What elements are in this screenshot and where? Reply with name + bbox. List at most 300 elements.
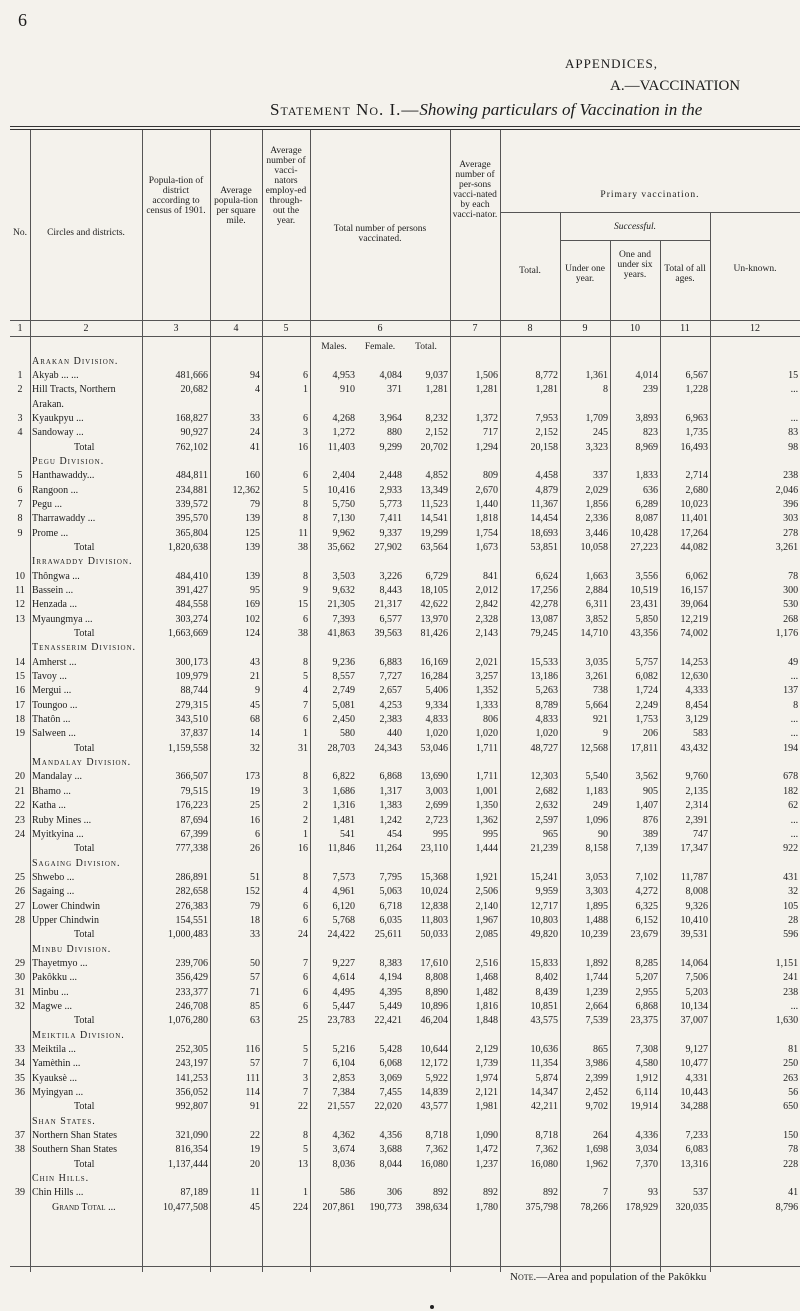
cell-c11: 6,083 bbox=[685, 1144, 708, 1156]
cell-c10: 4,272 bbox=[635, 886, 658, 898]
cell-t: 4,833 bbox=[425, 714, 448, 726]
page-title: A.—VACCINATION bbox=[610, 78, 741, 94]
header-rule bbox=[10, 336, 800, 337]
column-number: 11 bbox=[680, 323, 690, 334]
division-heading-row bbox=[10, 641, 800, 655]
cell-c12: 241 bbox=[783, 972, 799, 984]
cell-m: 7,393 bbox=[332, 613, 355, 625]
row-number bbox=[10, 541, 30, 555]
cell-c7 bbox=[450, 397, 500, 411]
cell-c3: 233,377 bbox=[175, 986, 208, 998]
table-row bbox=[10, 426, 800, 440]
cell-f: 3,069 bbox=[379, 1072, 402, 1084]
cell-m: 4,268 bbox=[332, 412, 355, 424]
cell-c10: 2,955 bbox=[635, 986, 658, 998]
table-row bbox=[10, 871, 800, 885]
cell-c5: 11 bbox=[298, 527, 308, 539]
cell-c5: 8 bbox=[303, 771, 308, 783]
cell-f: 8,443 bbox=[379, 585, 402, 597]
row-number bbox=[10, 627, 30, 641]
cell-c5: 15 bbox=[298, 599, 308, 611]
cell-c9: 9 bbox=[603, 728, 608, 740]
cell-c9: 7 bbox=[603, 1187, 608, 1199]
cell-c5: 1 bbox=[303, 828, 308, 840]
cell-c10: 6,152 bbox=[635, 914, 658, 926]
cell-c11: 320,035 bbox=[675, 1201, 708, 1213]
cell-c9: 7,539 bbox=[585, 1015, 608, 1027]
row-number: 31 bbox=[15, 986, 25, 998]
division-heading-row bbox=[10, 455, 800, 469]
district-name: Arakan. bbox=[32, 398, 64, 410]
cell-c5: 2 bbox=[303, 800, 308, 812]
cell-c8: 13,087 bbox=[530, 613, 558, 625]
cell-c8: 42,211 bbox=[530, 1101, 558, 1113]
cell-c12: 650 bbox=[783, 1101, 799, 1113]
header-population: Popula-tion of district according to census of 1901. bbox=[146, 176, 206, 216]
cell-m bbox=[310, 397, 357, 411]
row-number: 5 bbox=[17, 470, 23, 482]
district-name: Hanthawaddy... bbox=[32, 470, 95, 482]
row-number: 32 bbox=[15, 1000, 25, 1012]
district-name: Amherst ... bbox=[32, 656, 77, 668]
cell-c10 bbox=[610, 397, 660, 411]
cell-c12: 28 bbox=[788, 914, 799, 926]
cell-c3: 481,666 bbox=[175, 369, 208, 381]
table-row bbox=[10, 1000, 800, 1014]
bottom-rule bbox=[10, 1266, 800, 1267]
footnote-label: Note. bbox=[510, 1271, 537, 1283]
cell-c4: 12,362 bbox=[232, 484, 260, 496]
cell-c7: 1,440 bbox=[475, 498, 498, 510]
cell-c3: 87,694 bbox=[180, 814, 208, 826]
cell-c5: 8 bbox=[303, 498, 308, 510]
district-name: Akyab ... ... bbox=[32, 369, 79, 381]
cell-c11: 9,127 bbox=[685, 1044, 708, 1056]
row-number: 18 bbox=[15, 714, 25, 726]
cell-m: 6,104 bbox=[332, 1058, 355, 1070]
cell-f: 2,657 bbox=[379, 685, 402, 697]
row-number: 28 bbox=[15, 914, 25, 926]
district-name: Thôngwa ... bbox=[32, 570, 80, 582]
cell-c5: 24 bbox=[298, 929, 308, 941]
table-row bbox=[10, 1129, 800, 1143]
cell-c9: 3,852 bbox=[585, 613, 608, 625]
district-name: Pegu ... bbox=[32, 498, 62, 510]
cell-f: 4,194 bbox=[379, 972, 402, 984]
cell-c10: 7,308 bbox=[635, 1044, 658, 1056]
cell-f: 4,356 bbox=[379, 1130, 402, 1142]
cell-c5: 7 bbox=[303, 699, 308, 711]
cell-c11: 39,531 bbox=[680, 929, 708, 941]
cell-t: 9,334 bbox=[425, 699, 448, 711]
row-number: 4 bbox=[17, 427, 23, 439]
cell-f: 22,020 bbox=[374, 1101, 402, 1113]
cell-f: 2,448 bbox=[379, 470, 402, 482]
cell-c11: 6,567 bbox=[685, 369, 708, 381]
cell-m: 4,961 bbox=[332, 886, 355, 898]
cell-c5: 6 bbox=[303, 986, 308, 998]
row-number: 39 bbox=[15, 1187, 25, 1199]
table-row bbox=[10, 1057, 800, 1071]
cell-t: 18,105 bbox=[420, 585, 448, 597]
cell-c5: 25 bbox=[298, 1015, 308, 1027]
cell-c4: 19 bbox=[250, 1144, 260, 1156]
cell-c11: 34,288 bbox=[680, 1101, 708, 1113]
district-name: Katha ... bbox=[32, 800, 66, 812]
cell-c4: 57 bbox=[250, 972, 260, 984]
cell-c10: 6,289 bbox=[635, 498, 658, 510]
cell-c9: 3,303 bbox=[585, 886, 608, 898]
cell-c5: 31 bbox=[298, 742, 308, 754]
cell-c7: 1,372 bbox=[475, 412, 498, 424]
cell-t: 13,690 bbox=[420, 771, 448, 783]
cell-c8: 53,851 bbox=[530, 541, 558, 553]
division-heading: Meiktila Division. bbox=[32, 1029, 125, 1041]
cell-m: 24,422 bbox=[327, 929, 355, 941]
cell-c9: 245 bbox=[593, 427, 608, 439]
cell-c8: 43,575 bbox=[530, 1015, 558, 1027]
header-primary: Primary vaccination. bbox=[600, 190, 700, 200]
header-males: Males. bbox=[321, 342, 347, 352]
district-name: Chin Hills ... bbox=[32, 1187, 84, 1199]
cell-c12: 263 bbox=[783, 1072, 799, 1084]
row-number bbox=[10, 842, 30, 856]
total-label: Total bbox=[74, 541, 95, 553]
division-heading-row bbox=[10, 1115, 800, 1129]
cell-c10: 1,724 bbox=[635, 685, 658, 697]
cell-c11: 44,082 bbox=[680, 541, 708, 553]
district-name: Henzada ... bbox=[32, 599, 77, 611]
cell-m: 586 bbox=[340, 1187, 355, 1199]
cell-c8: 10,851 bbox=[530, 1000, 558, 1012]
cell-c4 bbox=[210, 397, 262, 411]
cell-c7: 2,021 bbox=[475, 656, 498, 668]
cell-c12: 150 bbox=[783, 1130, 799, 1142]
cell-c10: 6,114 bbox=[635, 1087, 658, 1099]
cell-c11: 12,630 bbox=[680, 671, 708, 683]
cell-c12: 228 bbox=[783, 1158, 799, 1170]
header-circles: Circles and districts. bbox=[47, 228, 125, 238]
cell-f: 7,455 bbox=[379, 1087, 402, 1099]
cell-c3: 37,837 bbox=[180, 728, 208, 740]
table-row bbox=[10, 526, 800, 540]
cell-f: 25,611 bbox=[374, 929, 402, 941]
cell-t: 5,406 bbox=[425, 685, 448, 697]
cell-c4: 139 bbox=[245, 513, 260, 525]
total-row bbox=[10, 742, 800, 756]
cell-c12: 238 bbox=[783, 470, 799, 482]
page-mark bbox=[430, 1305, 434, 1309]
cell-c8: 16,080 bbox=[530, 1158, 558, 1170]
cell-c7: 2,516 bbox=[475, 957, 498, 969]
cell-c3: 484,410 bbox=[175, 570, 208, 582]
cell-c12: 32 bbox=[788, 886, 799, 898]
cell-m: 9,227 bbox=[332, 957, 355, 969]
cell-c9: 1,239 bbox=[585, 986, 608, 998]
district-name: Prome ... bbox=[32, 527, 69, 539]
cell-c12 bbox=[710, 397, 800, 411]
total-label: Total bbox=[74, 1101, 95, 1113]
cell-t: 11,523 bbox=[420, 498, 448, 510]
total-label: Total bbox=[74, 742, 95, 754]
cell-t: 16,169 bbox=[420, 656, 448, 668]
cell-c5: 22 bbox=[298, 1101, 308, 1113]
cell-c10: 1,833 bbox=[635, 470, 658, 482]
cell-c3: 243,197 bbox=[175, 1058, 208, 1070]
cell-c7: 3,257 bbox=[475, 671, 498, 683]
cell-m: 3,503 bbox=[332, 570, 355, 582]
cell-c10: 636 bbox=[643, 484, 658, 496]
cell-c4: 111 bbox=[245, 1072, 260, 1084]
cell-c8: 5,263 bbox=[535, 685, 558, 697]
cell-t: 42,622 bbox=[420, 599, 448, 611]
cell-t: 4,852 bbox=[425, 470, 448, 482]
cell-c9: 6,311 bbox=[585, 599, 608, 611]
cell-c5: 224 bbox=[293, 1201, 308, 1213]
cell-f: 9,337 bbox=[379, 527, 402, 539]
cell-c11: 17,347 bbox=[680, 843, 708, 855]
cell-c11: 9,326 bbox=[685, 900, 708, 912]
cell-f: 6,035 bbox=[379, 914, 402, 926]
cell-c3: 10,477,508 bbox=[163, 1201, 208, 1213]
cell-c11: 1,735 bbox=[685, 427, 708, 439]
cell-c7: 1,974 bbox=[475, 1072, 498, 1084]
cell-c10: 23,375 bbox=[630, 1015, 658, 1027]
header-avg-pop: Average popula-tion per square mile. bbox=[214, 186, 258, 226]
cell-c11: 8,454 bbox=[685, 699, 708, 711]
cell-c4: 114 bbox=[245, 1087, 260, 1099]
cell-c12: 2,046 bbox=[775, 484, 799, 496]
cell-c10: 8,285 bbox=[635, 957, 658, 969]
cell-c11: 17,264 bbox=[680, 527, 708, 539]
cell-c12: 278 bbox=[783, 527, 799, 539]
cell-c9: 2,029 bbox=[585, 484, 608, 496]
cell-c7: 1,294 bbox=[475, 441, 498, 453]
cell-c12: ... bbox=[790, 814, 799, 826]
cell-f: 11,264 bbox=[374, 843, 402, 855]
row-number: 14 bbox=[15, 656, 25, 668]
total-row bbox=[10, 541, 800, 555]
cell-c12: ... bbox=[790, 1000, 799, 1012]
cell-f: 8,044 bbox=[379, 1158, 402, 1170]
cell-c9: 8 bbox=[603, 384, 608, 396]
row-number bbox=[10, 742, 30, 756]
table-row bbox=[10, 770, 800, 784]
cell-t: 7,362 bbox=[425, 1144, 448, 1156]
cell-c7: 806 bbox=[483, 714, 498, 726]
cell-c4: 51 bbox=[250, 871, 260, 883]
cell-m: 10,416 bbox=[327, 484, 355, 496]
cell-c8: 15,533 bbox=[530, 656, 558, 668]
cell-c9: 3,053 bbox=[585, 871, 608, 883]
cell-c11: 74,002 bbox=[680, 628, 708, 640]
cell-c3: 366,507 bbox=[175, 771, 208, 783]
table-row bbox=[10, 656, 800, 670]
district-name: Magwe ... bbox=[32, 1000, 72, 1012]
district-name: Yamèthin ... bbox=[32, 1058, 81, 1070]
total-label: Grand Total ... bbox=[52, 1201, 116, 1213]
division-heading: Minbu Division. bbox=[32, 943, 112, 955]
cell-c8: 11,367 bbox=[530, 498, 558, 510]
cell-c8: 20,158 bbox=[530, 441, 558, 453]
cell-c10: 389 bbox=[643, 828, 658, 840]
cell-c10: 5,757 bbox=[635, 656, 658, 668]
cell-c5: 13 bbox=[298, 1158, 308, 1170]
cell-c10: 6,325 bbox=[635, 900, 658, 912]
cell-c9: 5,664 bbox=[585, 699, 608, 711]
district-name: Kyaukpyu ... bbox=[32, 412, 84, 424]
cell-c5: 6 bbox=[303, 412, 308, 424]
cell-c9: 249 bbox=[593, 800, 608, 812]
cell-c11: 37,007 bbox=[680, 1015, 708, 1027]
cell-c5: 4 bbox=[303, 685, 308, 697]
cell-c9: 2,884 bbox=[585, 585, 608, 597]
cell-c8: 11,354 bbox=[530, 1058, 558, 1070]
cell-c12: 1,176 bbox=[775, 628, 799, 640]
total-label: Total bbox=[74, 1015, 95, 1027]
cell-c10: 43,356 bbox=[630, 628, 658, 640]
header-rule bbox=[560, 240, 710, 241]
cell-f: 7,411 bbox=[379, 513, 402, 525]
cell-c3: 762,102 bbox=[175, 441, 208, 453]
cell-c10: 3,893 bbox=[635, 412, 658, 424]
cell-c7: 1,673 bbox=[475, 541, 498, 553]
cell-c3: 356,429 bbox=[175, 972, 208, 984]
cell-c8: 8,789 bbox=[535, 699, 558, 711]
total-label: Total bbox=[74, 628, 95, 640]
cell-c10: 2,249 bbox=[635, 699, 658, 711]
cell-c7: 717 bbox=[483, 427, 498, 439]
cell-m: 207,861 bbox=[322, 1201, 355, 1213]
footnote-text: —Area and population of the Pakôkku bbox=[536, 1271, 707, 1283]
cell-m: 580 bbox=[340, 728, 355, 740]
cell-f: 27,902 bbox=[374, 541, 402, 553]
cell-m: 4,953 bbox=[332, 369, 355, 381]
division-heading-row bbox=[10, 1172, 800, 1186]
cell-c4: 116 bbox=[245, 1044, 260, 1056]
cell-c4: 57 bbox=[250, 1058, 260, 1070]
cell-f: 4,084 bbox=[379, 369, 402, 381]
cell-c5: 3 bbox=[303, 785, 308, 797]
cell-m: 910 bbox=[340, 384, 355, 396]
spacer-row bbox=[10, 340, 800, 354]
total-label: Total bbox=[74, 441, 95, 453]
cell-c4: 14 bbox=[250, 728, 260, 740]
cell-c10: 823 bbox=[643, 427, 658, 439]
cell-c4: 4 bbox=[255, 384, 260, 396]
row-number: 22 bbox=[15, 800, 25, 812]
cell-c4: 26 bbox=[250, 843, 260, 855]
cell-c11: 6,963 bbox=[685, 412, 708, 424]
cell-c11: 16,493 bbox=[680, 441, 708, 453]
cell-t: 13,349 bbox=[420, 484, 448, 496]
row-number bbox=[10, 1158, 30, 1172]
district-name: Tharrawaddy ... bbox=[32, 513, 96, 525]
cell-t: 5,922 bbox=[425, 1072, 448, 1084]
cell-c9 bbox=[560, 397, 610, 411]
cell-c9: 865 bbox=[593, 1044, 608, 1056]
cell-t: 11,803 bbox=[420, 914, 448, 926]
cell-c4: 139 bbox=[245, 541, 260, 553]
cell-m: 28,703 bbox=[327, 742, 355, 754]
cell-c9: 10,239 bbox=[580, 929, 608, 941]
cell-c7: 1,001 bbox=[475, 785, 498, 797]
cell-c3: 87,189 bbox=[180, 1187, 208, 1199]
cell-c11: 2,391 bbox=[685, 814, 708, 826]
cell-c3: 1,000,483 bbox=[168, 929, 208, 941]
cell-c3: 356,052 bbox=[175, 1087, 208, 1099]
cell-c11: 10,410 bbox=[680, 914, 708, 926]
cell-t: 10,896 bbox=[420, 1000, 448, 1012]
column-number: 1 bbox=[17, 323, 23, 334]
cell-c3: 234,881 bbox=[175, 484, 208, 496]
cell-c7: 892 bbox=[483, 1187, 498, 1199]
cell-c4: 19 bbox=[250, 785, 260, 797]
cell-c5: 16 bbox=[298, 843, 308, 855]
cell-c10: 10,519 bbox=[630, 585, 658, 597]
total-row bbox=[10, 928, 800, 942]
page-number: 6 bbox=[18, 10, 27, 30]
cell-c7: 1,711 bbox=[475, 771, 498, 783]
cell-c11: 10,134 bbox=[680, 1000, 708, 1012]
cell-c5: 8 bbox=[303, 513, 308, 525]
district-name: Northern Shan States bbox=[32, 1130, 117, 1142]
row-number bbox=[10, 928, 30, 942]
cell-c7: 1,818 bbox=[475, 513, 498, 525]
cell-m: 23,783 bbox=[327, 1015, 355, 1027]
table-row bbox=[10, 957, 800, 971]
district-name: Pakôkku ... bbox=[32, 972, 77, 984]
cell-f: 6,068 bbox=[379, 1058, 402, 1070]
cell-c11: 747 bbox=[693, 828, 708, 840]
cell-c4: 79 bbox=[250, 900, 260, 912]
cell-c12: 105 bbox=[783, 900, 799, 912]
cell-c3: 365,804 bbox=[175, 527, 208, 539]
cell-c10: 23,679 bbox=[630, 929, 658, 941]
cell-c8: 12,717 bbox=[530, 900, 558, 912]
cell-c7: 1,967 bbox=[475, 914, 498, 926]
table-row bbox=[10, 1086, 800, 1100]
cell-c4: 160 bbox=[245, 470, 260, 482]
table-row bbox=[10, 570, 800, 584]
cell-c10: 10,428 bbox=[630, 527, 658, 539]
cell-c7: 1,921 bbox=[475, 871, 498, 883]
cell-c11: 11,787 bbox=[680, 871, 708, 883]
division-heading: Arakan Division. bbox=[32, 355, 119, 367]
cell-c7: 2,328 bbox=[475, 613, 498, 625]
cell-f: 7,727 bbox=[379, 671, 402, 683]
cell-c7: 2,085 bbox=[475, 929, 498, 941]
cell-c3: 176,223 bbox=[175, 800, 208, 812]
cell-c8: 2,632 bbox=[535, 800, 558, 812]
cell-c7: 1,780 bbox=[475, 1201, 498, 1213]
statement-prefix: Statement No. I.— bbox=[270, 100, 420, 119]
cell-c12: 268 bbox=[783, 613, 799, 625]
cell-t: 892 bbox=[433, 1187, 448, 1199]
cell-c12: ... bbox=[790, 671, 799, 683]
cell-c3: 168,827 bbox=[175, 412, 208, 424]
cell-f: 1,242 bbox=[379, 814, 402, 826]
cell-f: 9,299 bbox=[379, 441, 402, 453]
cell-m: 35,662 bbox=[327, 541, 355, 553]
cell-c9: 9,702 bbox=[585, 1101, 608, 1113]
cell-c9: 2,664 bbox=[585, 1000, 608, 1012]
cell-c7: 1,739 bbox=[475, 1058, 498, 1070]
cell-c9: 1,096 bbox=[585, 814, 608, 826]
table-row bbox=[10, 699, 800, 713]
cell-c11: 9,760 bbox=[685, 771, 708, 783]
cell-c4: 41 bbox=[250, 441, 260, 453]
